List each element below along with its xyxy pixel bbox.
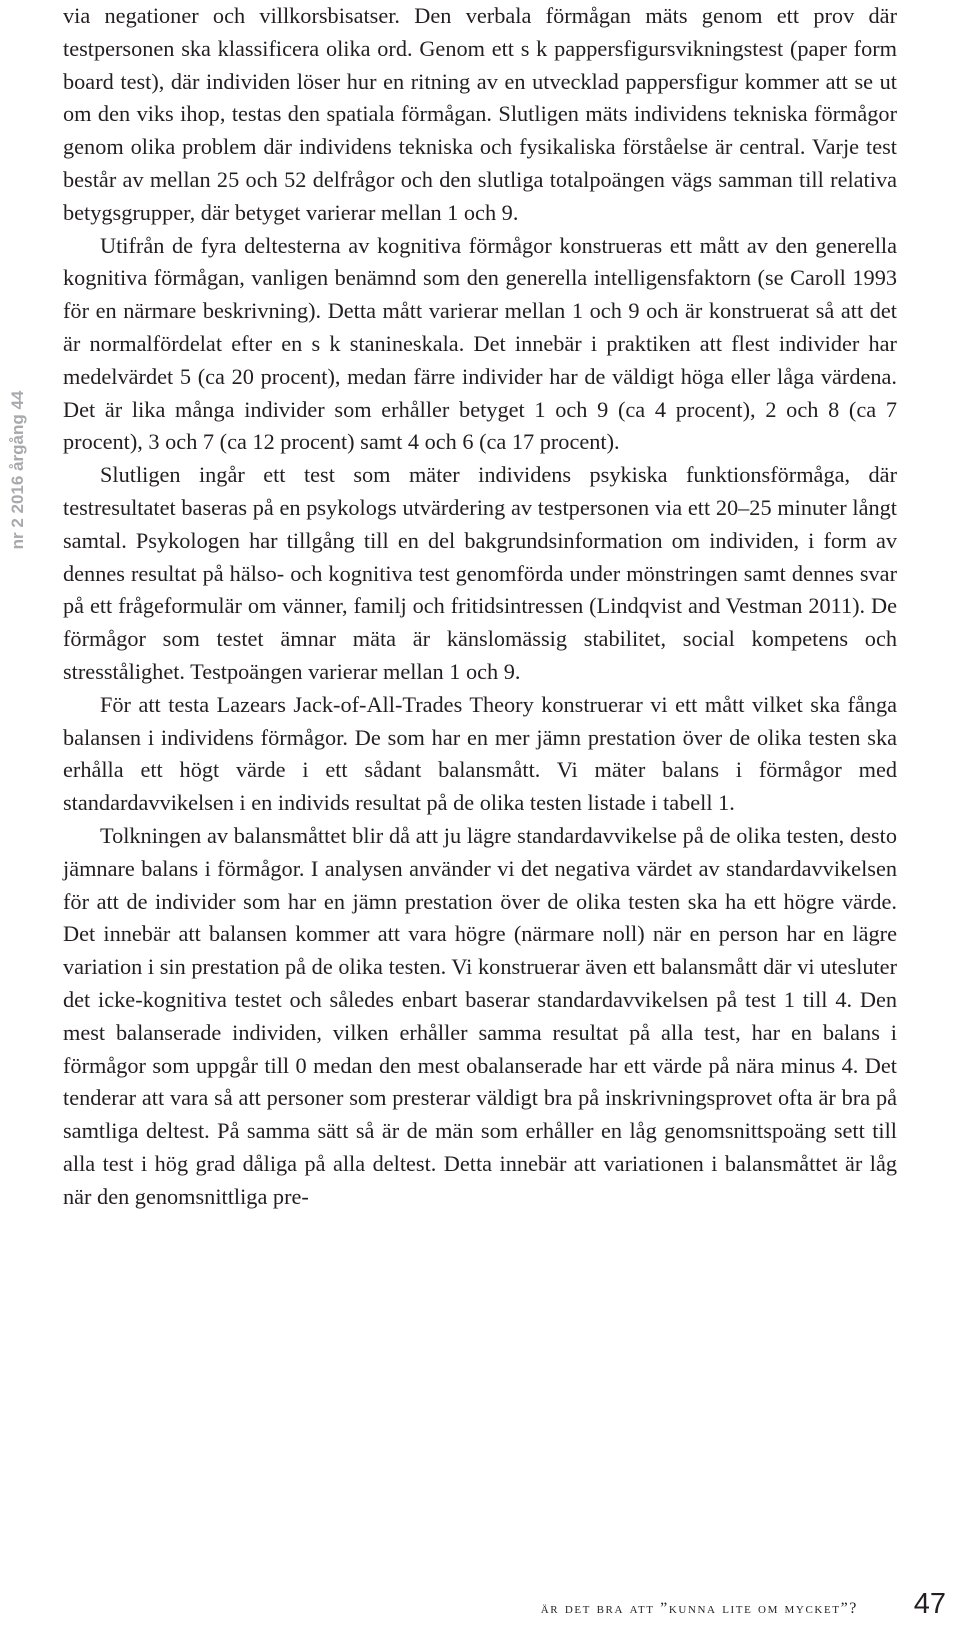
paragraph-1: via negationer och villkorsbisatser. Den verbala förmågan mäts genom ett prov där testpersonen ska klassificera olika ord. Genom ett s k pappersfigursvikningstest (paper form board test), där individen löser hur en ritning av en utvecklad pappersfigur kommer att se ut om den viks ihop, testas den spatiala förmågan. Slutligen mäts individens tekniska förmågor genom olika problem där individens tekniska och fysikaliska förståelse är central. Varje test består av mellan 25 och 52 delfrågor och den slutliga totalpoängen vägs samman till relativa betygsgrupper, där betyget varierar mellan 1 och 9. xyxy=(63,3,897,225)
page-number: 47 xyxy=(913,1588,946,1620)
side-label-text: nr 2 2016 årgång 44 xyxy=(8,390,27,550)
paragraph-5: Tolkningen av balansmåttet blir då att ju lägre standardavvikelse på de olika testen, desto jämnare balans i förmågor. I analysen använder vi det negativa värdet av standardavvikelsen för att de individer som har en jämn prestation över de olika testen ska ha ett högre värde. Det innebär att balansen kommer att vara högre (närmare noll) när en person har en lägre variation i sin prestation på de olika testen. Vi konstruerar även ett balansmått där vi utesluter det icke-kognitiva testet och således enbart baserar standardavvikelsen på test 1 till 4. Den mest balanserade individen, vilken erhåller samma resultat på alla test, har en balans i förmågor som uppgår till 0 medan den mest obalanserade har ett värde på nära minus 4. Det tenderar att vara så att personer som presterar väldigt bra på inskrivningsprovet ofta är bra på samtliga deltest. På samma sätt så är de män som erhåller en låg genomsnittspoäng sett till alla test i hög grad dåliga på alla deltest. Detta innebär att variationen i balansmåttet är låg när den genomsnittliga pre- xyxy=(63,822,897,1209)
article-body xyxy=(63,0,897,1213)
page-footer xyxy=(0,1588,960,1628)
journal-issue-side-label xyxy=(8,390,28,550)
paragraph-3: Slutligen ingår ett test som mäter individens psykiska funktionsförmåga, där testresultatet baseras på en psykologs utvärdering av testpersonen via ett 20–25 minuter långt samtal. Psykologen har tillgång till en del bakgrundsinformation om individen, i form av dennes resultat på hälso- och kognitiva test genomförda under mönstringen samt dennes svar på ett frågeformulär om vänner, familj och fritidsintressen (Lindqvist and Vestman 2011). De förmågor som testet ämnar mäta är känslomässig stabilitet, social kompetens och stresstålighet. Testpoängen varierar mellan 1 och 9. xyxy=(63,462,897,684)
paragraph-4: För att testa Lazears Jack-of-All-Trades Theory konstruerar vi ett mått vilket ska fånga balansen i individens förmågor. De som har en mer jämn prestation över de olika testen ska erhålla ett högt värde i ett sådant balansmått. Vi mäter balans i förmågor med standardavvikelsen i en individs resultat på de olika testen listade i tabell 1. xyxy=(63,691,897,816)
running-head: är det bra att ”kunna lite om mycket”? xyxy=(540,1600,858,1617)
paragraph-2: Utifrån de fyra deltesterna av kognitiva förmågor konstrueras ett mått av den generella kognitiva förmågan, vanligen benämnd som den generella intelligensfaktorn (se Caroll 1993 för en närmare beskrivning). Detta mått varierar mellan 1 och 9 och är konstruerat så att det är normalfördelat efter en s k stanineskala. Det innebär i praktiken att flest individer har medelvärdet 5 (ca 20 procent), medan färre individer har de väldigt höga eller låga värdena. Det är lika många individer som erhåller betyget 1 och 9 (ca 4 procent), 2 och 8 (ca 7 procent), 3 och 7 (ca 12 procent) samt 4 och 6 (ca 17 procent). xyxy=(63,232,897,455)
